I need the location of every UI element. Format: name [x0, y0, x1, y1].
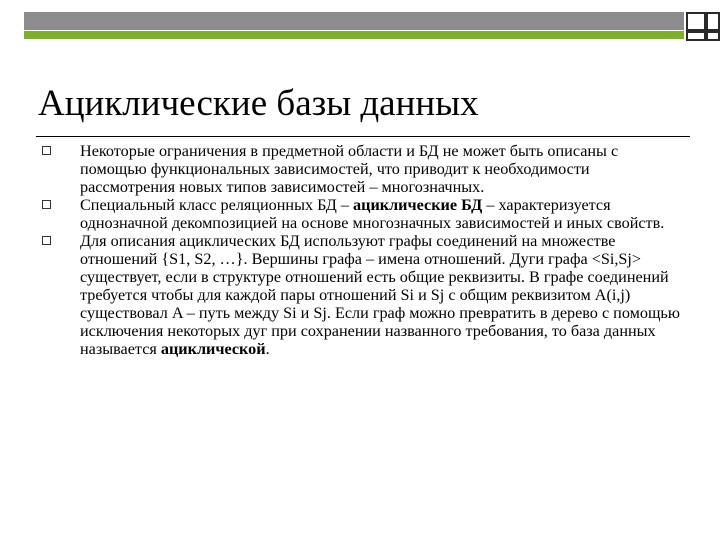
corner-square-decoration	[686, 12, 706, 31]
bullet-text: Для описания ациклических БД используют графы соединений на множестве отношений {S1, S2, …}. Вершины графа – имена отношений. Дуги графа <Si,Sj> существует, если в структуре отношений есть общие реквизиты. В графе соединений требуется чтобы для каждой пары отношений Si и Sj с общим реквизитом A(i,j) существовал A – путь между Si и Sj. Если граф можно превратить в дерево с помощью исключения некоторых дуг при сохранении названного требования, то база данных называется	[80, 232, 680, 358]
square-bullet-icon	[42, 146, 51, 155]
corner-square-decoration	[706, 12, 720, 31]
corner-square-decoration	[706, 31, 720, 41]
header-bar-gray	[24, 12, 684, 30]
title-divider	[36, 136, 690, 137]
bullet-text: .	[265, 340, 270, 358]
square-bullet-icon	[42, 236, 51, 245]
bullet-item	[40, 196, 680, 232]
bullet-bold-term: ациклические БД	[353, 196, 483, 214]
bullet-text: Специальный класс реляционных БД –	[80, 196, 354, 214]
bullet-item	[40, 232, 680, 358]
slide-title: Ациклические базы данных	[38, 83, 479, 124]
square-bullet-icon	[42, 200, 51, 209]
bullet-bold-term: ациклической	[160, 340, 266, 358]
header-bar-green	[24, 31, 684, 39]
bullet-list	[40, 142, 680, 358]
bullet-text: – характеризуется однозначной декомпозицией на основе многозначных зависимостей и иных свойств.	[80, 196, 665, 232]
corner-square-decoration	[686, 31, 706, 41]
bullet-item	[40, 142, 680, 196]
bullet-text: Некоторые ограничения в предметной области и БД не может быть описаны с помощью функциональных зависимостей, что приводит к необходимости рассмотрения новых типов зависимостей – многозначных.	[80, 142, 619, 196]
